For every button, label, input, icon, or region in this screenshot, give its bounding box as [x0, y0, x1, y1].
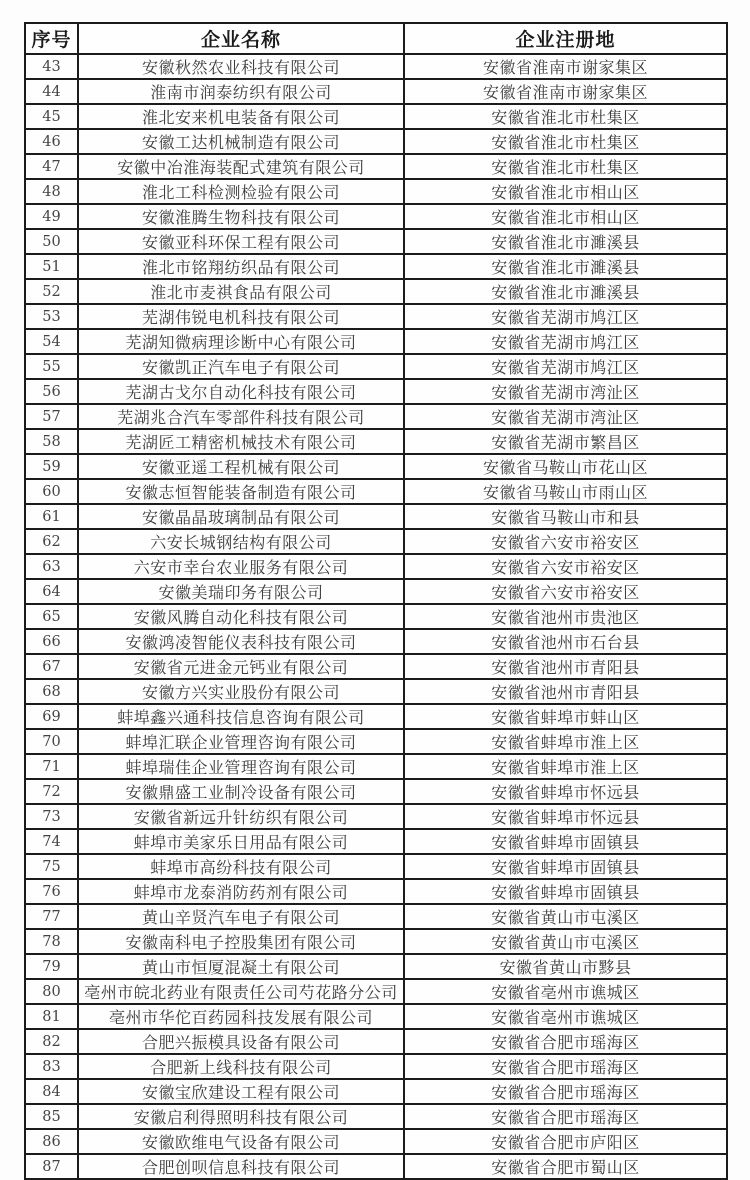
registration-location-cell: 安徽省芜湖市湾沚区	[404, 404, 727, 429]
company-name-cell: 淮北市麦祺食品有限公司	[78, 279, 404, 304]
row-index-cell: 55	[25, 354, 78, 379]
row-index-cell: 47	[25, 154, 78, 179]
registration-location-cell: 安徽省淮北市杜集区	[404, 129, 727, 154]
table-row	[25, 1104, 727, 1129]
registration-location-cell: 安徽省蚌埠市固镇县	[404, 879, 727, 904]
row-index-cell: 77	[25, 904, 78, 929]
registration-location-cell: 安徽省淮北市相山区	[404, 204, 727, 229]
row-index-cell: 72	[25, 779, 78, 804]
table-row	[25, 479, 727, 504]
registration-location-cell: 安徽省马鞍山市和县	[404, 504, 727, 529]
table-row	[25, 579, 727, 604]
row-index-cell: 52	[25, 279, 78, 304]
registration-location-cell: 安徽省淮南市谢家集区	[404, 79, 727, 104]
table-row	[25, 104, 727, 129]
table-row	[25, 1054, 727, 1079]
row-index-cell: 60	[25, 479, 78, 504]
table-row	[25, 504, 727, 529]
row-index-cell: 44	[25, 79, 78, 104]
registration-location-cell: 安徽省蚌埠市淮上区	[404, 729, 727, 754]
registration-location-cell: 安徽省芜湖市湾沚区	[404, 379, 727, 404]
header-row	[25, 23, 727, 54]
table-row	[25, 329, 727, 354]
table-row	[25, 629, 727, 654]
table-row	[25, 979, 727, 1004]
registration-location-cell: 安徽省淮北市相山区	[404, 179, 727, 204]
registration-location-cell: 安徽省合肥市蜀山区	[404, 1154, 727, 1179]
row-index-cell: 54	[25, 329, 78, 354]
company-name-cell: 蚌埠市美家乐日用品有限公司	[78, 829, 404, 854]
table-row	[25, 304, 727, 329]
registration-location-cell: 安徽省合肥市瑶海区	[404, 1054, 727, 1079]
registration-location-cell: 安徽省淮南市谢家集区	[404, 54, 727, 79]
company-name-cell: 安徽风腾自动化科技有限公司	[78, 604, 404, 629]
table-row	[25, 754, 727, 779]
registration-location-cell: 安徽省淮北市杜集区	[404, 104, 727, 129]
company-name-cell: 黄山辛贤汽车电子有限公司	[78, 904, 404, 929]
registration-location-cell: 安徽省蚌埠市固镇县	[404, 829, 727, 854]
row-index-cell: 83	[25, 1054, 78, 1079]
table-row	[25, 929, 727, 954]
row-index-cell: 86	[25, 1129, 78, 1154]
company-name-cell: 蚌埠鑫兴通科技信息咨询有限公司	[78, 704, 404, 729]
table-row	[25, 79, 727, 104]
row-index-cell: 75	[25, 854, 78, 879]
company-name-cell: 蚌埠瑞佳企业管理咨询有限公司	[78, 754, 404, 779]
registration-location-cell: 安徽省六安市裕安区	[404, 579, 727, 604]
row-index-cell: 64	[25, 579, 78, 604]
table-body	[25, 54, 727, 1179]
registration-location-cell: 安徽省淮北市濉溪县	[404, 279, 727, 304]
row-index-cell: 69	[25, 704, 78, 729]
registration-location-cell: 安徽省芜湖市鸠江区	[404, 354, 727, 379]
company-name-cell: 芜湖兆合汽车零部件科技有限公司	[78, 404, 404, 429]
registration-location-cell: 安徽省蚌埠市怀远县	[404, 779, 727, 804]
row-index-cell: 84	[25, 1079, 78, 1104]
table-row	[25, 254, 727, 279]
company-name-cell: 淮北市铭翔纺织品有限公司	[78, 254, 404, 279]
company-name-cell: 蚌埠市龙泰消防药剂有限公司	[78, 879, 404, 904]
company-name-cell: 黄山市恒厦混凝土有限公司	[78, 954, 404, 979]
company-name-cell: 六安市幸台农业服务有限公司	[78, 554, 404, 579]
registration-location-cell: 安徽省合肥市瑶海区	[404, 1079, 727, 1104]
row-index-cell: 78	[25, 929, 78, 954]
company-registry-table-container	[24, 22, 726, 1180]
row-index-cell: 57	[25, 404, 78, 429]
table-row	[25, 179, 727, 204]
row-index-cell: 87	[25, 1154, 78, 1179]
company-name-cell: 蚌埠汇联企业管理咨询有限公司	[78, 729, 404, 754]
registration-location-cell: 安徽省芜湖市繁昌区	[404, 429, 727, 454]
table-row	[25, 229, 727, 254]
registration-location-cell: 安徽省合肥市瑶海区	[404, 1029, 727, 1054]
registration-location-cell: 安徽省六安市裕安区	[404, 529, 727, 554]
table-row	[25, 154, 727, 179]
table-row	[25, 354, 727, 379]
row-index-cell: 70	[25, 729, 78, 754]
row-index-cell: 66	[25, 629, 78, 654]
company-name-cell: 安徽鼎盛工业制冷设备有限公司	[78, 779, 404, 804]
registration-location-cell: 安徽省六安市裕安区	[404, 554, 727, 579]
registration-location-cell: 安徽省亳州市谯城区	[404, 979, 727, 1004]
company-name-cell: 六安长城钢结构有限公司	[78, 529, 404, 554]
company-name-cell: 合肥新上线科技有限公司	[78, 1054, 404, 1079]
registration-location-cell: 安徽省蚌埠市淮上区	[404, 754, 727, 779]
table-row	[25, 1004, 727, 1029]
company-name-cell: 安徽志恒智能装备制造有限公司	[78, 479, 404, 504]
company-name-cell: 淮北工科检测检验有限公司	[78, 179, 404, 204]
table-row	[25, 779, 727, 804]
company-name-cell: 安徽美瑞印务有限公司	[78, 579, 404, 604]
table-row	[25, 554, 727, 579]
company-name-cell: 淮北安来机电装备有限公司	[78, 104, 404, 129]
table-row	[25, 204, 727, 229]
row-index-cell: 80	[25, 979, 78, 1004]
table-row	[25, 379, 727, 404]
table-row	[25, 904, 727, 929]
row-index-cell: 71	[25, 754, 78, 779]
table-row	[25, 679, 727, 704]
registration-location-cell: 安徽省黄山市屯溪区	[404, 904, 727, 929]
row-index-cell: 50	[25, 229, 78, 254]
registration-location-cell: 安徽省马鞍山市花山区	[404, 454, 727, 479]
row-index-cell: 48	[25, 179, 78, 204]
table-row	[25, 1129, 727, 1154]
registration-location-cell: 安徽省淮北市濉溪县	[404, 229, 727, 254]
table-row	[25, 854, 727, 879]
table-row	[25, 654, 727, 679]
row-index-cell: 81	[25, 1004, 78, 1029]
company-name-cell: 合肥兴振模具设备有限公司	[78, 1029, 404, 1054]
row-index-cell: 59	[25, 454, 78, 479]
table-row	[25, 604, 727, 629]
row-index-cell: 45	[25, 104, 78, 129]
company-name-cell: 亳州市华佗百药园科技发展有限公司	[78, 1004, 404, 1029]
company-name-cell: 安徽秋然农业科技有限公司	[78, 54, 404, 79]
registration-location-cell: 安徽省芜湖市鸠江区	[404, 304, 727, 329]
row-index-cell: 82	[25, 1029, 78, 1054]
company-name-cell: 芜湖匠工精密机械技术有限公司	[78, 429, 404, 454]
table-row	[25, 54, 727, 79]
registration-location-cell: 安徽省蚌埠市固镇县	[404, 854, 727, 879]
table-row	[25, 1154, 727, 1179]
company-name-cell: 安徽鸿凌智能仪表科技有限公司	[78, 629, 404, 654]
company-registry-table	[24, 22, 728, 1180]
company-name-cell: 安徽方兴实业股份有限公司	[78, 679, 404, 704]
company-name-cell: 合肥创呗信息科技有限公司	[78, 1154, 404, 1179]
table-row	[25, 454, 727, 479]
row-index-cell: 56	[25, 379, 78, 404]
row-index-cell: 61	[25, 504, 78, 529]
registration-location-cell: 安徽省蚌埠市怀远县	[404, 804, 727, 829]
registration-location-cell: 安徽省马鞍山市雨山区	[404, 479, 727, 504]
table-row	[25, 729, 727, 754]
registration-location-cell: 安徽省池州市青阳县	[404, 679, 727, 704]
company-name-cell: 安徽亚科环保工程有限公司	[78, 229, 404, 254]
table-row	[25, 954, 727, 979]
company-name-cell: 芜湖古戈尔自动化科技有限公司	[78, 379, 404, 404]
table-row	[25, 879, 727, 904]
row-index-cell: 46	[25, 129, 78, 154]
table-header	[25, 23, 727, 54]
registration-location-cell: 安徽省淮北市濉溪县	[404, 254, 727, 279]
header-company-name: 企业名称	[78, 23, 404, 54]
row-index-cell: 79	[25, 954, 78, 979]
row-index-cell: 63	[25, 554, 78, 579]
registration-location-cell: 安徽省合肥市瑶海区	[404, 1104, 727, 1129]
company-name-cell: 安徽启利得照明科技有限公司	[78, 1104, 404, 1129]
table-row	[25, 1079, 727, 1104]
row-index-cell: 76	[25, 879, 78, 904]
registration-location-cell: 安徽省蚌埠市蚌山区	[404, 704, 727, 729]
row-index-cell: 43	[25, 54, 78, 79]
row-index-cell: 53	[25, 304, 78, 329]
company-name-cell: 芜湖知微病理诊断中心有限公司	[78, 329, 404, 354]
row-index-cell: 74	[25, 829, 78, 854]
registration-location-cell: 安徽省淮北市杜集区	[404, 154, 727, 179]
table-row	[25, 704, 727, 729]
company-name-cell: 安徽省新远升针纺织有限公司	[78, 804, 404, 829]
table-row	[25, 829, 727, 854]
registration-location-cell: 安徽省合肥市庐阳区	[404, 1129, 727, 1154]
company-name-cell: 蚌埠市高纷科技有限公司	[78, 854, 404, 879]
table-row	[25, 529, 727, 554]
row-index-cell: 62	[25, 529, 78, 554]
company-name-cell: 安徽中冶淮海装配式建筑有限公司	[78, 154, 404, 179]
company-name-cell: 安徽亚遥工程机械有限公司	[78, 454, 404, 479]
row-index-cell: 58	[25, 429, 78, 454]
company-name-cell: 淮南市润泰纺织有限公司	[78, 79, 404, 104]
registration-location-cell: 安徽省亳州市谯城区	[404, 1004, 727, 1029]
registration-location-cell: 安徽省黄山市屯溪区	[404, 929, 727, 954]
row-index-cell: 49	[25, 204, 78, 229]
table-row	[25, 404, 727, 429]
row-index-cell: 85	[25, 1104, 78, 1129]
row-index-cell: 73	[25, 804, 78, 829]
company-name-cell: 安徽省元进金元钙业有限公司	[78, 654, 404, 679]
registration-location-cell: 安徽省芜湖市鸠江区	[404, 329, 727, 354]
table-row	[25, 429, 727, 454]
company-name-cell: 安徽淮腾生物科技有限公司	[78, 204, 404, 229]
table-row	[25, 1029, 727, 1054]
row-index-cell: 68	[25, 679, 78, 704]
company-name-cell: 安徽晶晶玻璃制品有限公司	[78, 504, 404, 529]
registration-location-cell: 安徽省池州市贵池区	[404, 604, 727, 629]
company-name-cell: 安徽宝欣建设工程有限公司	[78, 1079, 404, 1104]
row-index-cell: 65	[25, 604, 78, 629]
table-row	[25, 279, 727, 304]
row-index-cell: 67	[25, 654, 78, 679]
company-name-cell: 安徽欧维电气设备有限公司	[78, 1129, 404, 1154]
row-index-cell: 51	[25, 254, 78, 279]
company-name-cell: 安徽南科电子控股集团有限公司	[78, 929, 404, 954]
company-name-cell: 安徽凯正汽车电子有限公司	[78, 354, 404, 379]
company-name-cell: 安徽工达机械制造有限公司	[78, 129, 404, 154]
registration-location-cell: 安徽省池州市石台县	[404, 629, 727, 654]
company-name-cell: 芜湖伟锐电机科技有限公司	[78, 304, 404, 329]
table-row	[25, 804, 727, 829]
table-row	[25, 129, 727, 154]
header-index: 序号	[25, 23, 78, 54]
company-name-cell: 亳州市皖北药业有限责任公司芍花路分公司	[78, 979, 404, 1004]
header-registration-location: 企业注册地	[404, 23, 727, 54]
registration-location-cell: 安徽省黄山市黟县	[404, 954, 727, 979]
registration-location-cell: 安徽省池州市青阳县	[404, 654, 727, 679]
